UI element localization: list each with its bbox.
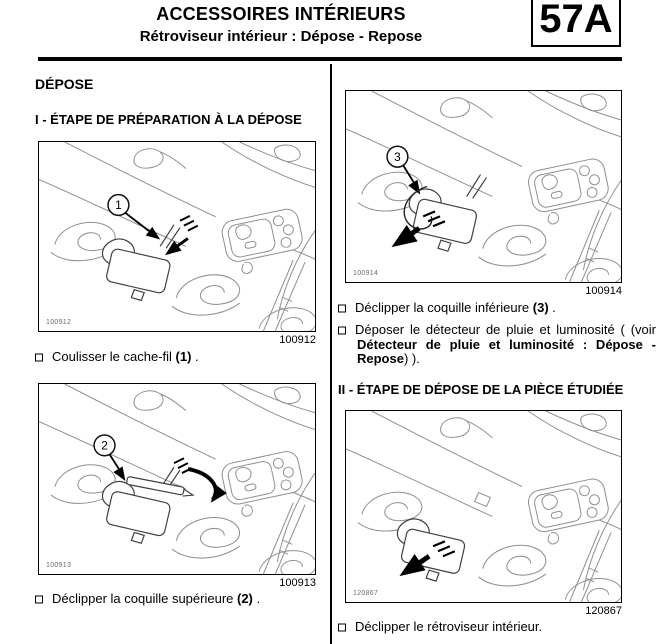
figure-panel-1	[38, 141, 316, 332]
figure-illustration-1	[39, 142, 315, 331]
step-ref: (1)	[175, 349, 192, 364]
depose-heading: DÉPOSE	[35, 76, 94, 92]
step-item-5	[338, 620, 656, 635]
step-item-1	[35, 350, 319, 365]
checkbox-bullet-icon	[35, 354, 43, 362]
figure-id-label: 120867	[585, 605, 622, 617]
step-text: Coulisser le cache-fil	[52, 349, 176, 364]
step-text: Déclipper la coquille inférieure	[355, 300, 533, 315]
step-ref: (2)	[237, 591, 253, 606]
figure-panel-3	[345, 90, 622, 283]
section-code: 57A	[539, 0, 613, 41]
figure-id-label: 100914	[585, 285, 622, 297]
step-text: Déclipper la coquille supérieure	[52, 591, 237, 606]
step-text: .	[191, 349, 199, 364]
callout-number: 3	[394, 149, 401, 164]
page-title: ACCESSOIRES INTÉRIEURS	[156, 4, 406, 24]
section-code-badge	[531, 0, 621, 47]
checkbox-bullet-icon	[35, 596, 43, 604]
checkbox-bullet-icon	[338, 327, 346, 335]
step-text: .	[252, 591, 261, 606]
figure-id-label: 100913	[279, 577, 316, 589]
column-divider	[330, 64, 332, 644]
checkbox-bullet-icon	[338, 624, 346, 632]
figure-panel-2	[38, 383, 316, 575]
page-subtitle: Rétroviseur intérieur : Dépose - Repose	[139, 28, 423, 45]
figure-illustration-4	[346, 411, 621, 602]
figure-illustration-2	[39, 384, 315, 574]
step-item-2	[35, 592, 319, 607]
callout-number: 2	[101, 438, 108, 453]
step-text: Déposer le détecteur de pluie et luminosité ( (voir	[355, 322, 656, 337]
step-ref: (3)	[532, 300, 549, 315]
figure-id-inside: 100913	[46, 562, 72, 569]
callout-number: 1	[115, 198, 122, 213]
step-text: .	[548, 300, 556, 315]
step-item-3	[338, 301, 656, 316]
car-interior-line-art	[39, 384, 315, 574]
step-2-heading: II - ÉTAPE DE DÉPOSE DE LA PIÈCE ÉTUDIÉE	[338, 382, 624, 397]
checkbox-bullet-icon	[338, 305, 346, 313]
header-rule	[38, 57, 622, 61]
cross-reference: Détecteur de pluie et luminosité : Dépose - Repose	[357, 336, 656, 366]
car-interior-line-art	[39, 142, 315, 331]
step-text: ) ).	[403, 351, 420, 366]
figure-illustration-3	[346, 91, 621, 282]
figure-id-inside: 120867	[353, 590, 379, 597]
step-1-heading: I - ÉTAPE DE PRÉPARATION À LA DÉPOSE	[35, 112, 302, 127]
step-text: Déclipper le rétroviseur intérieur.	[355, 619, 543, 634]
step-item-4	[338, 323, 656, 367]
figure-id-inside: 100912	[46, 319, 72, 326]
figure-id-label: 100912	[279, 334, 316, 346]
car-interior-line-art	[346, 411, 621, 602]
figure-id-inside: 100914	[353, 270, 379, 277]
car-interior-line-art	[346, 91, 621, 282]
figure-panel-4	[345, 410, 622, 603]
